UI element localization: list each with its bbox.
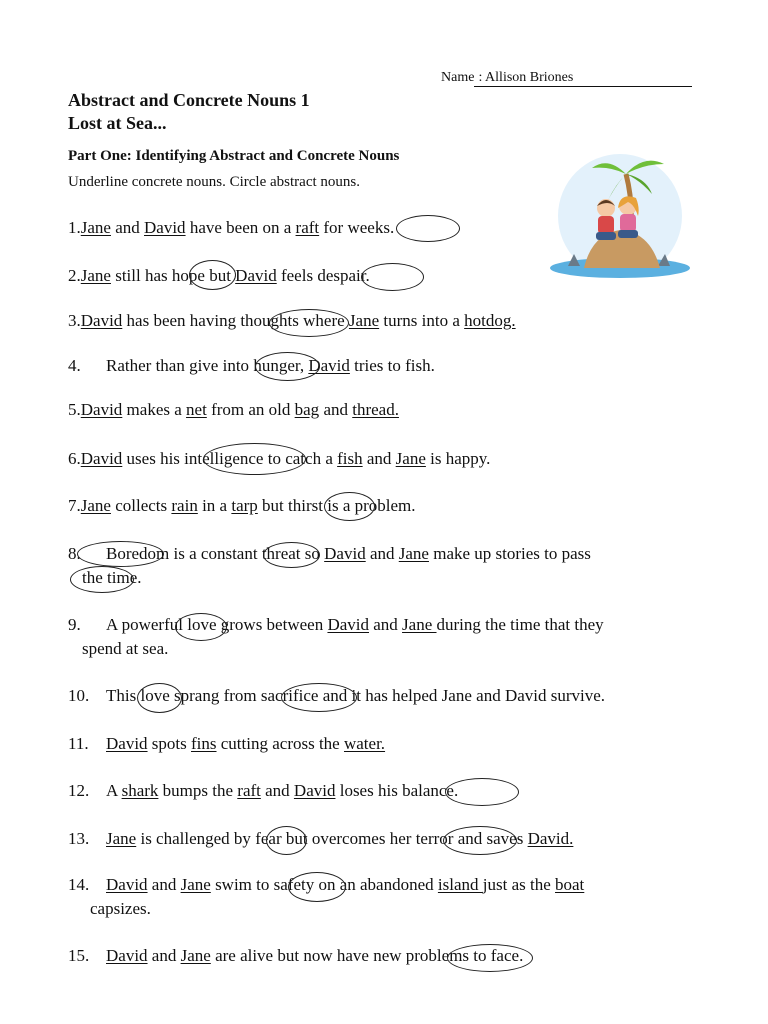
circle-mark [203, 443, 306, 475]
abstract-noun: problems [405, 946, 470, 965]
worksheet-title: Abstract and Concrete Nouns 1 [68, 90, 310, 110]
concrete-noun: Jane [398, 544, 429, 563]
instructions: Underline concrete nouns. Circle abstract nouns. [68, 174, 360, 190]
abstract-noun: terror [415, 829, 454, 848]
abstract-noun: Boredom [106, 544, 170, 563]
concrete-noun: Jane [106, 829, 137, 848]
concrete-noun: thread. [352, 400, 399, 419]
section-heading: Part One: Identifying Abstract and Concrete Nouns [68, 148, 400, 164]
circle-mark [445, 778, 519, 806]
circle-mark [447, 944, 533, 972]
abstract-noun: despair. [317, 266, 370, 285]
island-illustration [548, 150, 693, 295]
abstract-noun: weeks. [347, 218, 395, 237]
concrete-noun: Jane [80, 496, 111, 515]
sentence-10: 10. This love sprang from sacrifice and it has helped Jane and David survive. [68, 686, 606, 705]
concrete-noun: fish [337, 449, 363, 468]
concrete-noun: raft [295, 218, 320, 237]
worksheet-subtitle: Lost at Sea... [68, 113, 167, 133]
sentence-6: 6.David uses his intelligence to catch a fish and Jane is happy. [68, 449, 491, 468]
abstract-noun: safety [273, 875, 315, 894]
concrete-noun: David [106, 946, 148, 965]
abstract-noun: intelligence [184, 449, 264, 468]
concrete-noun: boat [555, 875, 585, 894]
concrete-noun: David [324, 544, 366, 563]
concrete-noun: Jane [180, 875, 211, 894]
concrete-noun: David [80, 311, 123, 330]
circle-mark [77, 541, 164, 567]
concrete-noun: David. [527, 829, 574, 848]
concrete-noun: David [80, 449, 123, 468]
abstract-noun: thirst [288, 496, 323, 515]
sentence-9-continuation: spend at sea. [82, 639, 169, 658]
circle-mark [324, 492, 375, 521]
abstract-noun: hunger [253, 356, 300, 375]
circle-mark [255, 352, 320, 381]
name-line [441, 70, 692, 87]
circle-mark [175, 613, 227, 641]
concrete-noun: shark [121, 781, 159, 800]
concrete-noun: Jane [80, 218, 111, 237]
circle-mark [396, 215, 460, 242]
sentence-1: 1.Jane and David have been on a raft for weeks. [68, 218, 395, 237]
concrete-noun: net [186, 400, 207, 419]
sentence-11: 11. David spots fins cutting across the water. [68, 734, 386, 753]
sentence-3: 3.David has been having thoughts where Jane turns into a hotdog. [68, 311, 516, 330]
concrete-noun: fins [191, 734, 217, 753]
concrete-noun: Jane [402, 615, 437, 634]
concrete-noun: David [80, 400, 123, 419]
concrete-noun: David [144, 218, 186, 237]
circle-mark [361, 263, 424, 291]
sentence-14: 14. David and Jane swim to safety on an abandoned island just as the boat [68, 875, 585, 894]
concrete-noun: David [235, 266, 277, 285]
circle-mark [269, 309, 349, 337]
abstract-noun: threat [261, 544, 301, 563]
concrete-noun: Jane [180, 946, 211, 965]
sentence-2: 2.Jane still has hope but David feels despair. [68, 266, 370, 285]
concrete-noun: David [106, 734, 148, 753]
concrete-noun: tarp [231, 496, 258, 515]
concrete-noun: rain [171, 496, 198, 515]
concrete-noun: Jane [395, 449, 426, 468]
sentence-8-continuation: the time. [82, 568, 142, 587]
circle-mark [70, 566, 134, 593]
girl-shirt [620, 214, 636, 232]
concrete-noun: David [106, 875, 148, 894]
abstract-noun: hope [171, 266, 205, 285]
concrete-noun: David [293, 781, 336, 800]
sentence-14-continuation: capsizes. [90, 899, 151, 918]
circle-mark [443, 826, 517, 855]
abstract-noun: balance. [402, 781, 459, 800]
abstract-noun: love [140, 686, 170, 705]
sentence-15: 15. David and Jane are alive but now have new problems to face. [68, 946, 524, 965]
circle-mark [137, 683, 182, 713]
sentence-5: 5.David makes a net from an old bag and thread. [68, 400, 399, 419]
concrete-noun: water. [343, 734, 386, 753]
circle-mark [189, 260, 236, 290]
concrete-noun: Jane [348, 311, 380, 330]
name-label: Name [441, 70, 475, 85]
sentence-13: 13. Jane is challenged by fear but overcomes her terror and saves David. [68, 829, 574, 848]
circle-mark [263, 542, 320, 568]
concrete-noun: David [308, 356, 350, 375]
boy-shirt [598, 216, 614, 234]
sentence-7: 7.Jane collects rain in a tarp but thirst is a problem. [68, 496, 416, 515]
circle-mark [288, 872, 346, 902]
concrete-noun: bag [294, 400, 320, 419]
concrete-noun: raft [237, 781, 261, 800]
sentence-12: 12. A shark bumps the raft and David loses his balance. [68, 781, 459, 800]
abstract-noun: sacrifice [260, 686, 319, 705]
concrete-noun: Jane [80, 266, 111, 285]
name-field[interactable]: : Allison Briones [474, 70, 692, 87]
sentence-9: 9. A powerful love grows between David and Jane during the time that they [68, 615, 604, 634]
abstract-noun: fear [255, 829, 282, 848]
abstract-noun: love [187, 615, 217, 634]
circle-mark [281, 683, 357, 712]
concrete-noun: David [327, 615, 369, 634]
concrete-noun: island [437, 875, 483, 894]
sentence-8: 8. Boredom is a constant threat so David and Jane make up stories to pass [68, 544, 591, 563]
circle-mark [266, 826, 307, 855]
abstract-noun: thoughts [240, 311, 299, 330]
concrete-noun: hotdog. [464, 311, 516, 330]
sentence-4: 4. Rather than give into hunger, David tries to fish. [68, 356, 435, 375]
